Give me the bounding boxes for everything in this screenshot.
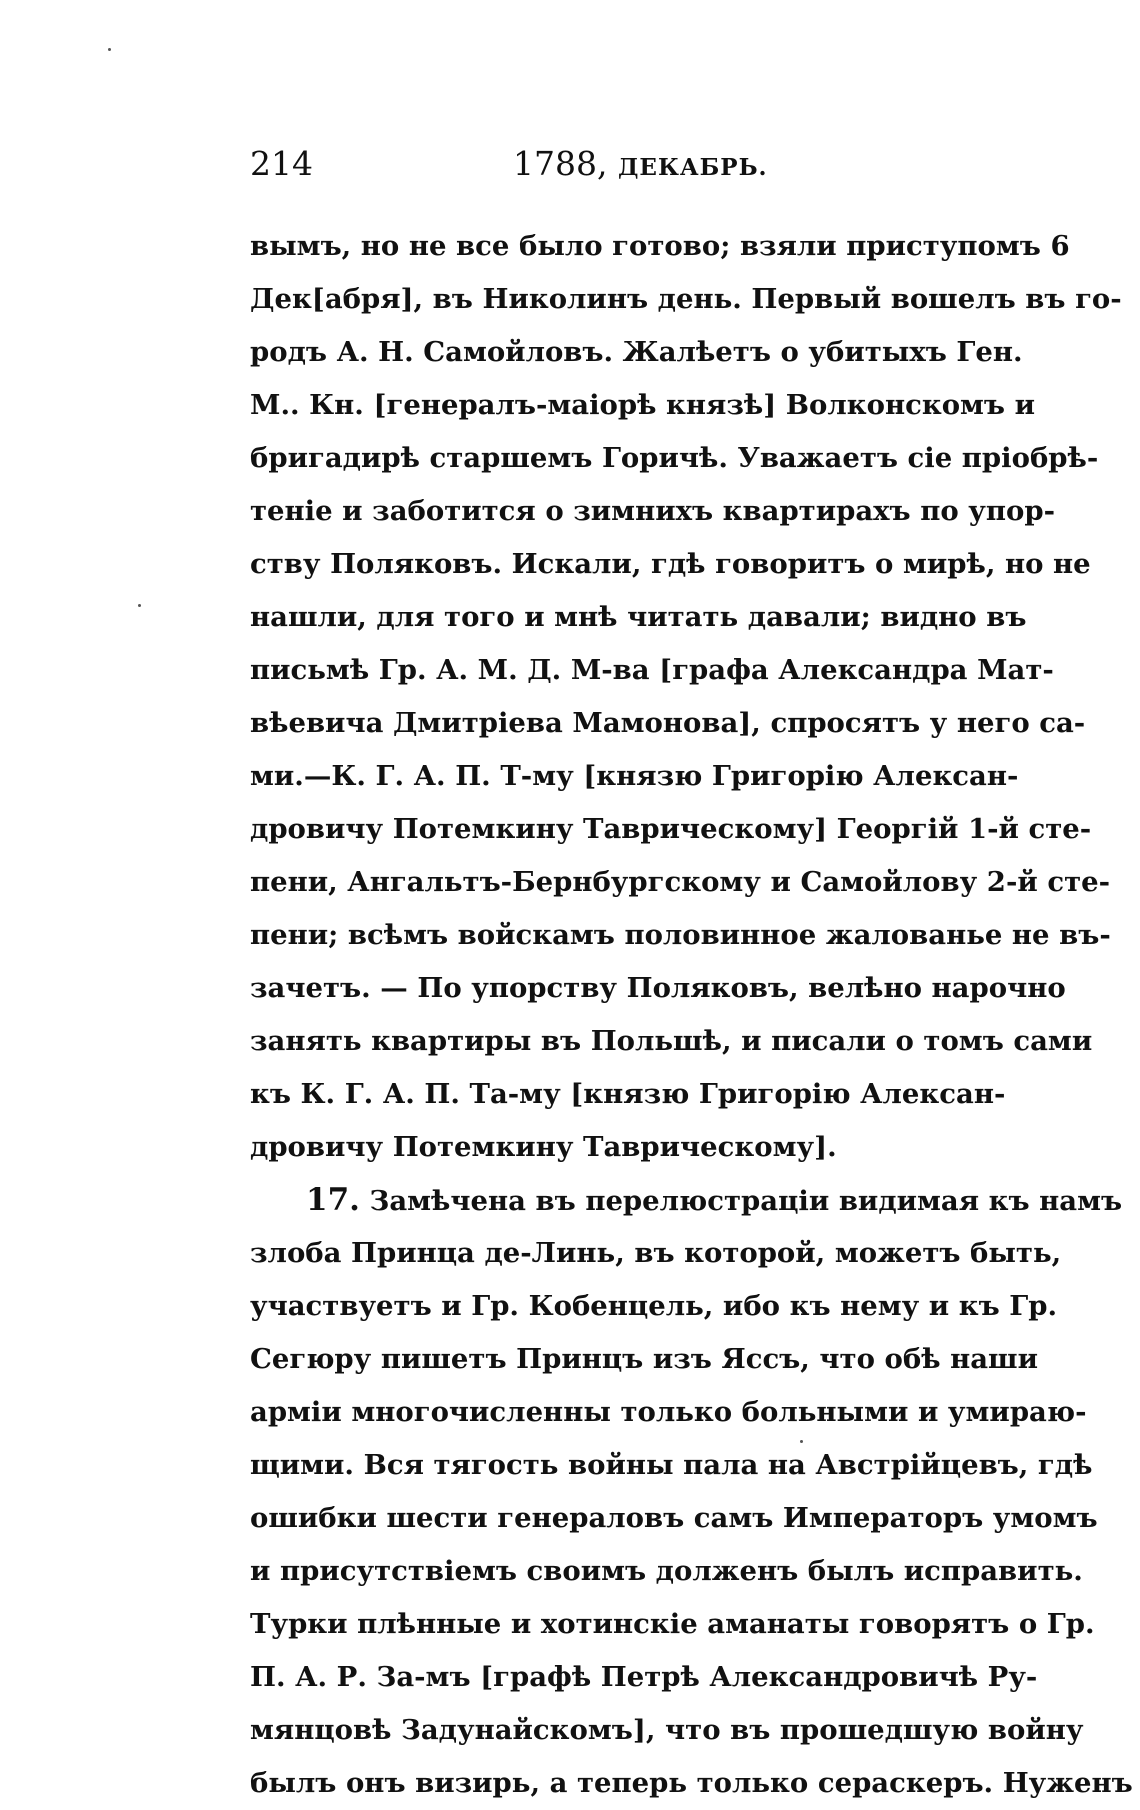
text-line: родъ А. Н. Самойловъ. Жалѣетъ о убитыхъ Ген. bbox=[250, 336, 1023, 368]
text-line: бригадирѣ старшемъ Горичѣ. Уважаетъ сiе прiобрѣ- bbox=[250, 442, 1099, 474]
text-line: Сегюру пишетъ Принцъ изъ Яссъ, что обѣ наши bbox=[250, 1343, 1039, 1375]
text-line: къ К. Г. А. П. Та-му [князю Григорiю Алексан- bbox=[250, 1078, 1006, 1110]
entry-first-line-text: Замѣчена въ перелюстрацiи видимая къ намъ bbox=[369, 1185, 1123, 1217]
text-line: ошибки шести генераловъ самъ Императоръ умомъ bbox=[250, 1502, 1098, 1534]
text-line: мянцовѣ Задунайскомъ], что въ прошедшую войну bbox=[250, 1714, 1084, 1746]
text-line: щими. Вся тягость войны пала на Австрiйцевъ, гдѣ bbox=[250, 1449, 1093, 1481]
text-line: участвуетъ и Гр. Кобенцель, ибо къ нему и къ Гр. bbox=[250, 1290, 1058, 1322]
page-speck bbox=[108, 48, 111, 51]
text-line: занять квартиры въ Польшѣ, и писали о томъ сами bbox=[250, 1025, 1093, 1057]
text-line: армiи многочисленны только больными и умираю- bbox=[250, 1396, 1087, 1428]
text-line: письмѣ Гр. А. М. Д. М-ва [графа Александра Мат- bbox=[250, 654, 1054, 686]
text-line: ми.—К. Г. А. П. Т-му [князю Григорiю Алексан- bbox=[250, 760, 1019, 792]
body-text bbox=[250, 220, 1133, 1810]
page-number: 214 bbox=[250, 144, 313, 183]
running-head-month: ДЕКАБРЬ. bbox=[617, 154, 768, 181]
text-line: тенiе и заботится о зимнихъ квартирахъ по упор- bbox=[250, 495, 1055, 527]
entry-first-line bbox=[250, 1174, 1123, 1227]
text-line: П. А. Р. За-мъ [графѣ Петрѣ Александровичѣ Ру- bbox=[250, 1661, 1038, 1693]
text-line: былъ онъ визирь, а теперь только сераскеръ. Нуженъ bbox=[250, 1767, 1133, 1799]
text-line: ству Поляковъ. Искали, гдѣ говоритъ о мирѣ, но не bbox=[250, 548, 1091, 580]
text-line: пени; всѣмъ войскамъ половинное жалованье не въ- bbox=[250, 919, 1111, 951]
text-line: нашли, для того и мнѣ читать давали; видно въ bbox=[250, 601, 1027, 633]
text-line: и присутствiемъ своимъ долженъ былъ исправить. bbox=[250, 1555, 1083, 1587]
entry-number: 17. bbox=[306, 1182, 360, 1218]
text-line: Дек[абря], въ Николинъ день. Первый вошелъ въ го- bbox=[250, 283, 1122, 315]
running-head bbox=[513, 140, 768, 192]
text-line: вымъ, но не все было готово; взяли приступомъ 6 bbox=[250, 230, 1070, 262]
text-line: пени, Ангальтъ-Бернбургскому и Самойлову 2-й сте- bbox=[250, 866, 1111, 898]
text-line: дровичу Потемкину Таврическому] Георгiй 1-й сте- bbox=[250, 813, 1092, 845]
text-line: зачетъ. — По упорству Поляковъ, велѣно нарочно bbox=[250, 972, 1066, 1004]
page-speck bbox=[138, 604, 141, 607]
running-head-year: 1788, bbox=[513, 144, 608, 183]
text-line: дровичу Потемкину Таврическому]. bbox=[250, 1131, 837, 1163]
text-line: М.. Кн. [генералъ-маiорѣ князѣ] Волконскомъ и bbox=[250, 389, 1035, 421]
page-header bbox=[250, 140, 980, 188]
text-line: злоба Принца де-Линь, въ которой, можетъ быть, bbox=[250, 1237, 1062, 1269]
text-line: Турки плѣнные и хотинскiе аманаты говорятъ о Гр. bbox=[250, 1608, 1095, 1640]
text-line: вѣевича Дмитрiева Мамонова], спросятъ у него са- bbox=[250, 707, 1086, 739]
